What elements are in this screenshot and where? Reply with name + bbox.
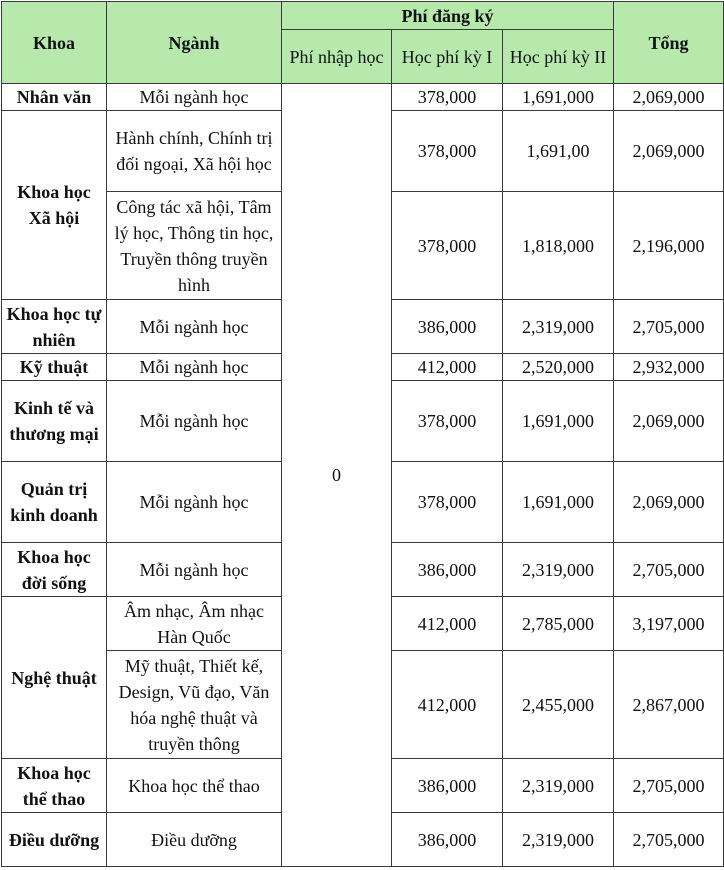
hoc-phi-ky-1-cell: 412,000: [392, 597, 503, 651]
hoc-phi-ky-1-cell: 386,000: [392, 543, 503, 597]
khoa-cell: Điều dưỡng: [2, 813, 107, 867]
header-phi-dang-ky: Phí đăng ký: [282, 2, 614, 30]
hoc-phi-ky-1-cell: 386,000: [392, 300, 503, 354]
hoc-phi-ky-2-cell: 1,691,000: [503, 381, 614, 462]
hoc-phi-ky-1-cell: 412,000: [392, 354, 503, 381]
header-tong: Tổng: [614, 2, 724, 84]
hoc-phi-ky-1-cell: 378,000: [392, 462, 503, 543]
hoc-phi-ky-2-cell: 2,319,000: [503, 813, 614, 867]
nganh-cell: Hành chính, Chính trị đối ngoại, Xã hội học: [107, 111, 282, 192]
nganh-cell: Mỗi ngành học: [107, 354, 282, 381]
hoc-phi-ky-2-cell: 2,319,000: [503, 300, 614, 354]
hoc-phi-ky-2-cell: 1,818,000: [503, 192, 614, 300]
hoc-phi-ky-2-cell: 2,319,000: [503, 759, 614, 813]
tong-cell: 2,705,000: [614, 300, 724, 354]
table-header: [2, 2, 724, 84]
table-row: [2, 84, 724, 111]
hoc-phi-ky-1-cell: 386,000: [392, 759, 503, 813]
hoc-phi-ky-1-cell: 378,000: [392, 192, 503, 300]
nganh-cell: Mỗi ngành học: [107, 543, 282, 597]
hoc-phi-ky-1-cell: 412,000: [392, 651, 503, 759]
table-body: [2, 84, 724, 867]
hoc-phi-ky-2-cell: 2,319,000: [503, 543, 614, 597]
khoa-cell: Nghệ thuật: [2, 597, 107, 759]
khoa-cell: Quản trị kinh doanh: [2, 462, 107, 543]
hoc-phi-ky-2-cell: 2,785,000: [503, 597, 614, 651]
hoc-phi-ky-2-cell: 2,520,000: [503, 354, 614, 381]
tong-cell: 2,705,000: [614, 543, 724, 597]
tong-cell: 2,705,000: [614, 813, 724, 867]
khoa-cell: Kỹ thuật: [2, 354, 107, 381]
header-hoc-phi-ky-2: Học phí kỳ II: [503, 30, 614, 84]
hoc-phi-ky-2-cell: 2,455,000: [503, 651, 614, 759]
nganh-cell: Công tác xã hội, Tâm lý học, Thông tin học, Truyền thông truyền hình: [107, 192, 282, 300]
hoc-phi-ky-1-cell: 378,000: [392, 84, 503, 111]
hoc-phi-ky-2-cell: 1,691,000: [503, 84, 614, 111]
nganh-cell: Khoa học thể thao: [107, 759, 282, 813]
hoc-phi-ky-1-cell: 378,000: [392, 381, 503, 462]
tong-cell: 2,069,000: [614, 111, 724, 192]
nganh-cell: Mỗi ngành học: [107, 462, 282, 543]
fee-table: [1, 1, 724, 867]
nganh-cell: Mỹ thuật, Thiết kế, Design, Vũ đạo, Văn hóa nghệ thuật và truyền thông: [107, 651, 282, 759]
nganh-cell: Điều dưỡng: [107, 813, 282, 867]
header-khoa: Khoa: [2, 2, 107, 84]
khoa-cell: Nhân văn: [2, 84, 107, 111]
tong-cell: 2,932,000: [614, 354, 724, 381]
nganh-cell: Mỗi ngành học: [107, 300, 282, 354]
nganh-cell: Mỗi ngành học: [107, 84, 282, 111]
tong-cell: 2,196,000: [614, 192, 724, 300]
khoa-cell: Kinh tế và thương mại: [2, 381, 107, 462]
nganh-cell: Âm nhạc, Âm nhạc Hàn Quốc: [107, 597, 282, 651]
khoa-cell: Khoa học đời sống: [2, 543, 107, 597]
tong-cell: 3,197,000: [614, 597, 724, 651]
header-phi-nhap-hoc: Phí nhập học: [282, 30, 392, 84]
tong-cell: 2,069,000: [614, 84, 724, 111]
tong-cell: 2,069,000: [614, 381, 724, 462]
phi-nhap-hoc-cell: 0: [282, 84, 392, 867]
khoa-cell: Khoa học tự nhiên: [2, 300, 107, 354]
header-hoc-phi-ky-1: Học phí kỳ I: [392, 30, 503, 84]
hoc-phi-ky-2-cell: 1,691,000: [503, 462, 614, 543]
hoc-phi-ky-2-cell: 1,691,00: [503, 111, 614, 192]
tong-cell: 2,069,000: [614, 462, 724, 543]
nganh-cell: Mỗi ngành học: [107, 381, 282, 462]
tong-cell: 2,705,000: [614, 759, 724, 813]
hoc-phi-ky-1-cell: 378,000: [392, 111, 503, 192]
khoa-cell: Khoa học Xã hội: [2, 111, 107, 300]
tong-cell: 2,867,000: [614, 651, 724, 759]
khoa-cell: Khoa học thể thao: [2, 759, 107, 813]
hoc-phi-ky-1-cell: 386,000: [392, 813, 503, 867]
header-nganh: Ngành: [107, 2, 282, 84]
